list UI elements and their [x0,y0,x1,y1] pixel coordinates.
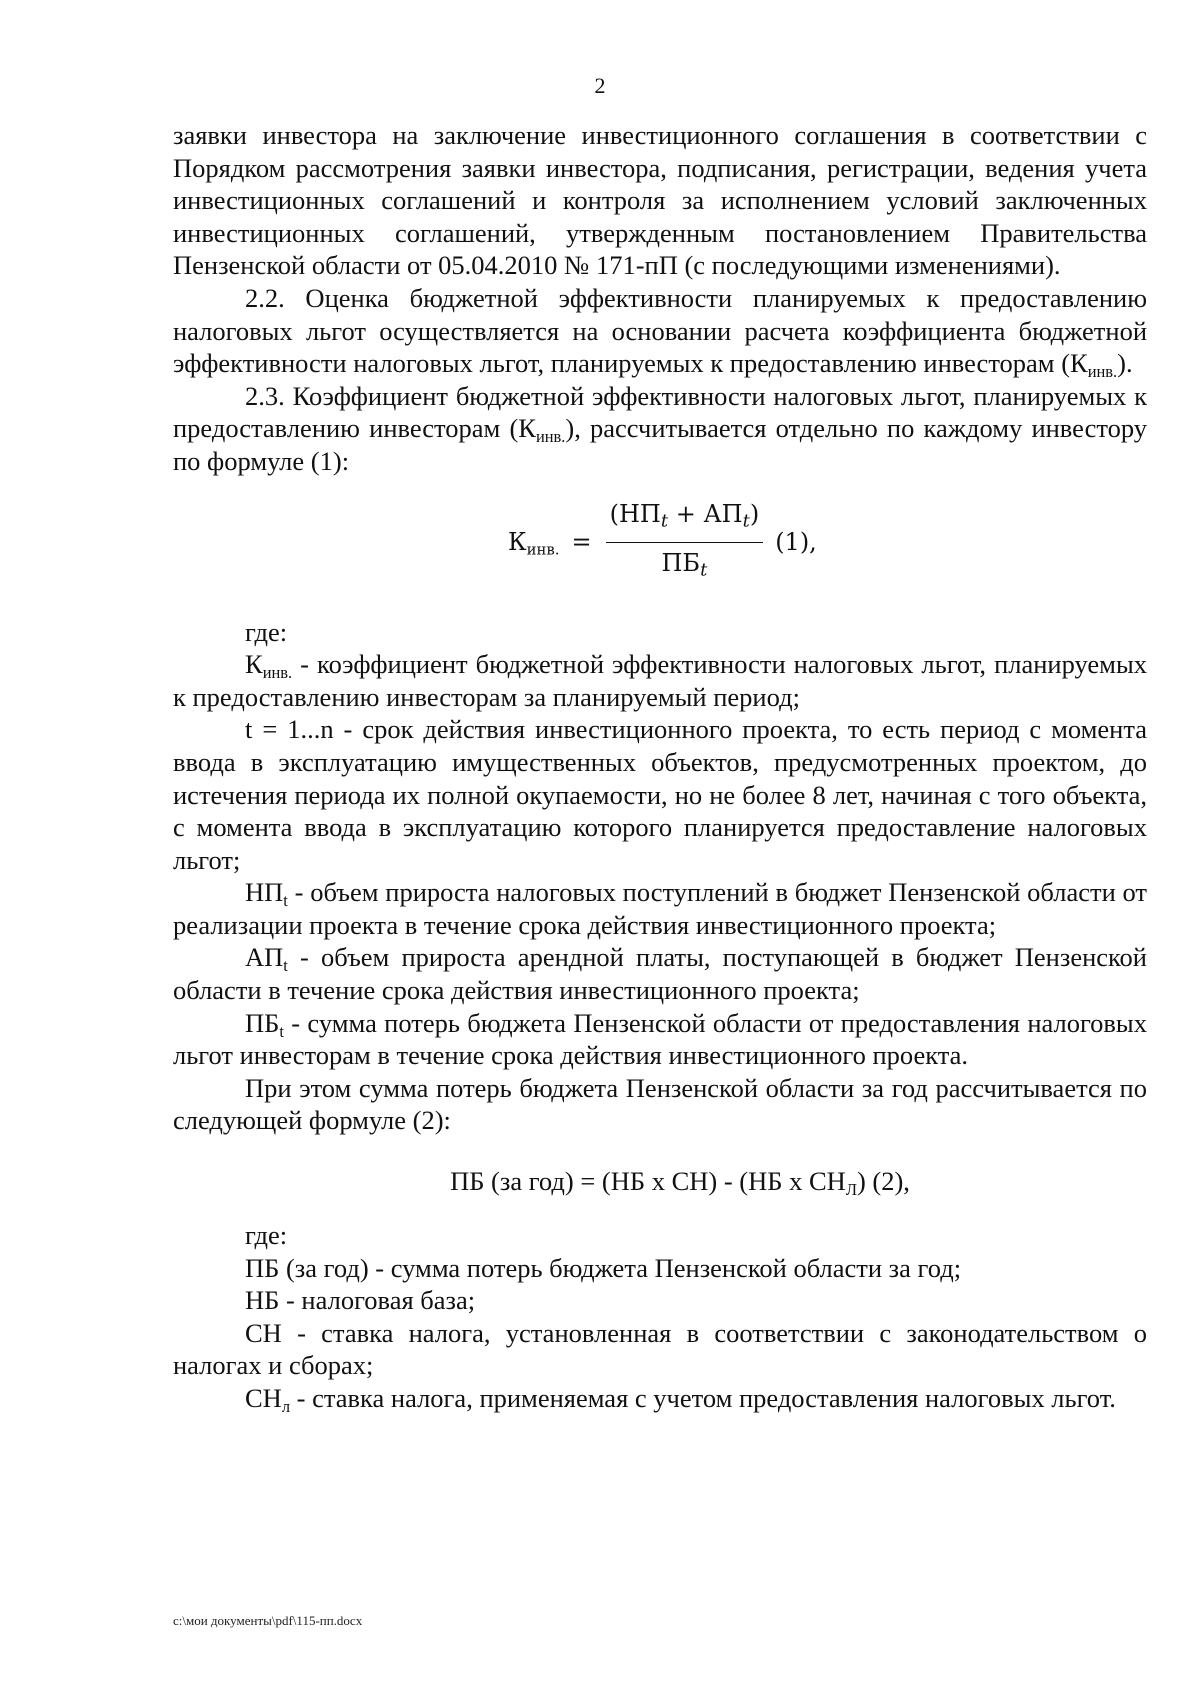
definition-k-inv: $К_{инв.}$ - коэффициент бюджетной эффективности налоговых льгот, планируемых к предоставлению инвесторам за планируемый период; [173,649,1147,712]
formula-1-lhs: $К_{инв.}$ [508,527,560,559]
formula-1-equals: = [571,527,592,556]
paragraph-2-2: 2.2. Оценка бюджетной эффективности планируемых к предоставлению налоговых льгот осуществляется на основании расчета коэффициента бюджетной эффективности налоговых льгот, планируемых к предоставлению инвесторам $(К_{инв.})$. [173,282,1147,382]
definition2-nb: НБ - налоговая база; [245,1285,476,1316]
page-number: 2 [594,73,606,98]
definition-t: t = 1...n - срок действия инвестиционного проекта, то есть период с момента ввода в эксплуатацию имущественных объектов, предусмотренных проектом, до истечения периода их полной окупаемости, но не более 8 лет, начиная с того объекта, с момента ввода в эксплуатацию которого планируется предоставление налоговых льгот; [173,714,1147,875]
definition-ap: $АП_t$ - объем прироста арендной платы, поступающей в бюджет Пензенской области в течение срока действия инвестиционного проекта; [173,942,1147,1006]
paragraph-2-3: 2.3. Коэффициент бюджетной эффективности налоговых льгот, планируемых к предоставлению инвесторам $(К_{инв.})$, рассчитывается отдельно по каждому инвестору по формуле (1): [173,380,1147,476]
document-body [173,119,1147,1415]
paragraph-loss: При этом сумма потерь бюджета Пензенской области за год рассчитывается по следующей формуле (2): [173,1072,1147,1136]
formula-1-numerator: (НПt + АПt) [606,498,764,543]
definition-np: $НП_t$ - объем прироста налоговых поступлений в бюджет Пензенской области от реализации проекта в течение срока действия инвестиционного проекта; [173,877,1147,940]
definition2-sn: СН - ставка налога, установленная в соответствии с законодательством о налогах и сборах; [173,1317,1147,1381]
where-label-1: где: [245,616,288,647]
formula-1-fraction [606,498,764,587]
formula-1-denominator: ПБt [661,548,708,581]
where-label-2: где: [245,1220,288,1251]
definition-pb: $ПБ_t$ - сумма потерь бюджета Пензенской области от предоставления налоговых льгот инвесторам в течение срока действия инвестиционного проекта. [173,1007,1147,1071]
paragraph-intro: заявки инвестора на заключение инвестиционного соглашения в соответствии с Порядком рассмотрения заявки инвестора, подписания, регистрации, ведения учета инвестиционных соглашений и контроля за исполнением условий заключенных инвестиционных соглашений, утвержденным постановлением Правительства Пензенской области от 05.04.2010 № 171-пП (с последующими изменениями). [173,120,1147,281]
footer-file-path: c:\мои документы\pdf\115-пп.docx [173,1613,363,1628]
formula-1-number: (1), [775,527,817,556]
formula-1 [173,494,1147,590]
definition2-pb: ПБ (за год) - сумма потерь бюджета Пензенской области за год; [245,1252,962,1283]
definition2-snl: $СН_л$ - ставка налога, применяемая с учетом предоставления налоговых льгот. [245,1383,1116,1416]
formula-2: ПБ (за год) = (НБ х СН) - (НБ х $СН_Л$) (2), [450,1166,910,1199]
